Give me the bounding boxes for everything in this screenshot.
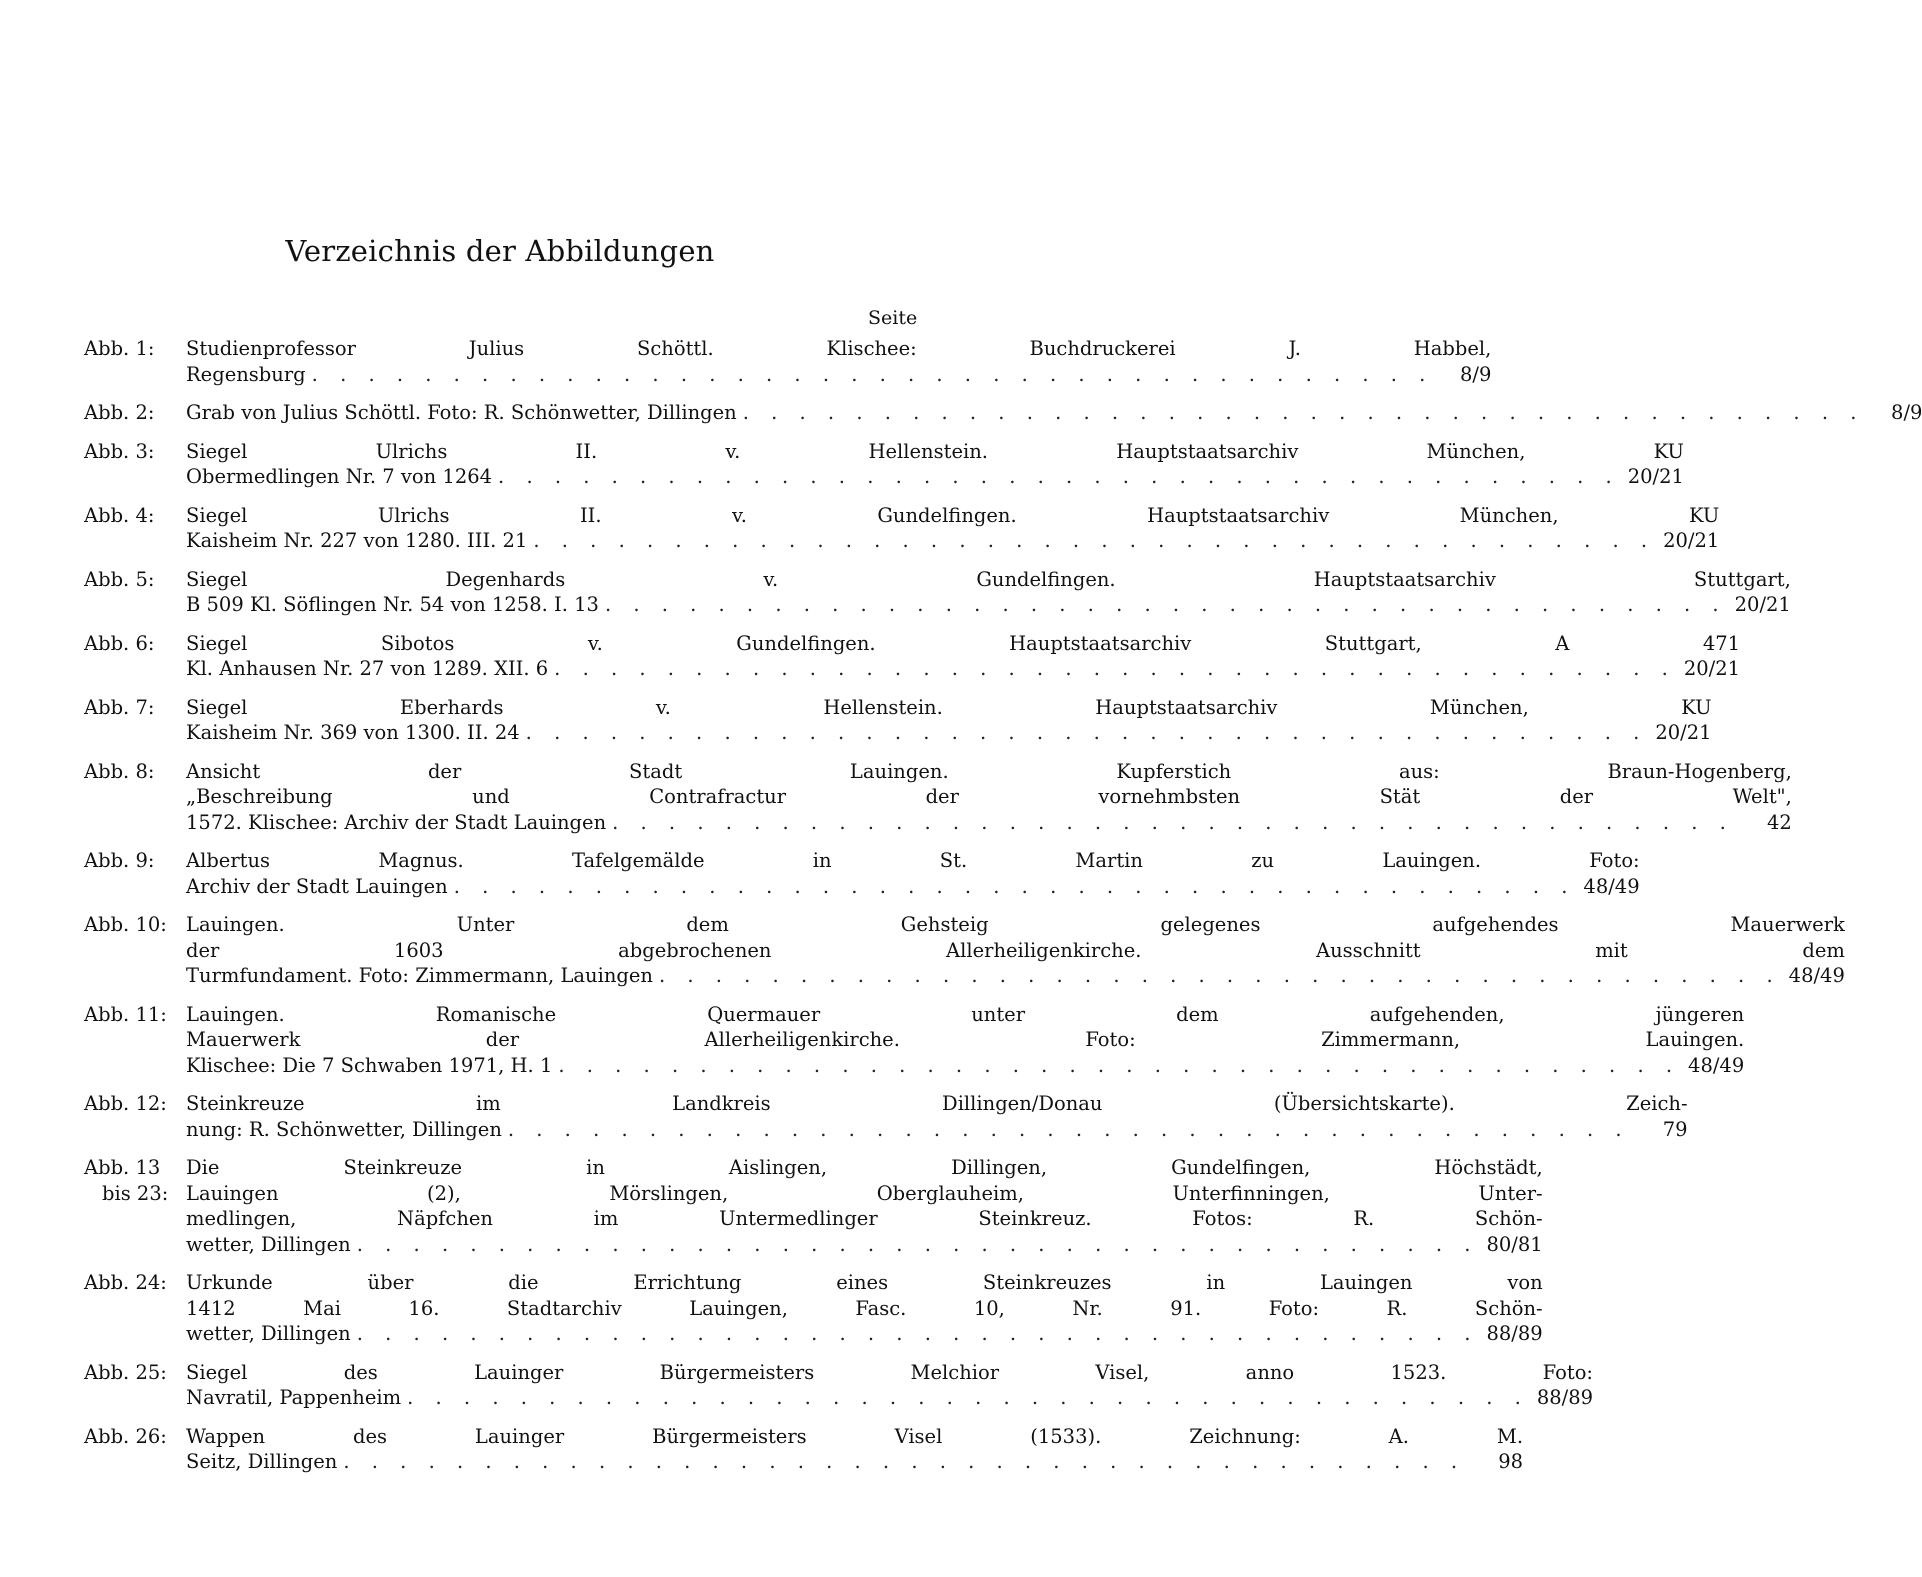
description-last-line [186,810,1792,836]
dot-leader: . . . . . . . . . . . . . . . . . . . . . . . . . . . . . . . . . . . . . . . . [311,362,1434,386]
description-line: Siegel Degenhards v. Gundelfingen. Hauptstaatsarchiv Stuttgart, [186,567,1791,591]
figure-label [84,1424,186,1475]
description-line: Lauingen. Unter dem Gehsteig gelegenes aufgehendes Mauerwerk [186,913,1845,936]
figure-description [186,400,1922,426]
figure-number: Abb. 25: [84,1360,167,1384]
description-line: Ansicht der Stadt Lauingen. Kupferstich aus: Braun-Hogenberg, [186,759,1792,783]
description-line: Grab von Julius Schöttl. Foto: R. Schönwetter, Dillingen [186,401,737,424]
list-entry [84,695,1712,746]
list-entry [84,1424,1524,1475]
page-number: 20/21 [1655,721,1712,744]
figure-label [84,567,186,618]
dot-leader: . . . . . . . . . . . . . . . . . . . . . . . . . . . . . . . . . . . . . . . . [742,401,1865,424]
figure-label [84,759,186,836]
page-number: 42 [1767,810,1792,834]
description-line: Navratil, Pappenheim [186,1386,402,1409]
figure-number: Abb. 5: [84,567,155,591]
figure-label [84,848,186,899]
page-number: 48/49 [1788,964,1845,987]
description-line: Kaisheim Nr. 369 von 1300. II. 24 [186,721,520,744]
description-line: Turmfundament. Foto: Zimmermann, Lauingen [186,964,653,987]
description-last-line [186,1321,1543,1347]
description-last-line [186,1449,1523,1475]
figure-description [186,1270,1543,1347]
figure-label [84,503,186,554]
page-number: 88/89 [1536,1386,1594,1409]
list-entry [84,336,1492,387]
description-line: Siegel Ulrichs II. v. Gundelfingen. Hauptstaatsarchiv München, KU [186,503,1720,527]
figure-label [84,912,186,989]
figure-label [84,695,186,746]
dot-leader: . . . . . . . . . . . . . . . . . . . . . . . . . . . . . . . . . . . . . . . . [554,657,1676,680]
description-last-line [186,592,1791,618]
list-entry [84,503,1720,554]
dot-leader: . . . . . . . . . . . . . . . . . . . . . . . . . . . . . . . . . . . . . . . . [356,1322,1479,1345]
figure-number: Abb. 8: [84,759,155,783]
figure-number: Abb. 11: [84,1002,167,1026]
figure-list [84,336,1922,1488]
description-line: Seitz, Dillingen [186,1450,338,1473]
dot-leader: . . . . . . . . . . . . . . . . . . . . . . . . . . . . . . . . . . . . . . . . [604,593,1727,616]
page-number: 48/49 [1583,874,1640,898]
description-line: wetter, Dillingen [186,1232,351,1256]
figure-number: Abb. 9: [84,849,155,872]
dot-leader: . . . . . . . . . . . . . . . . . . . . . . . . . . . . . . . . . . . . . . . . [507,1117,1630,1141]
figure-label [84,336,186,387]
page-number: 8/9 [1891,401,1922,424]
description-line: Mauerwerk der Allerheiligenkirche. Foto: Zimmermann, Lauingen. [186,1028,1745,1051]
dot-leader: . . . . . . . . . . . . . . . . . . . . . . . . . . . . . . . . . . . . . . . . [453,874,1576,898]
figure-description [186,1155,1543,1257]
list-entry [84,848,1640,899]
page-number: 20/21 [1683,657,1741,680]
description-line: Albertus Magnus. Tafelgemälde in St. Martin zu Lauingen. Foto: [186,849,1640,872]
description-line: Kaisheim Nr. 227 von 1280. III. 21 [186,529,528,552]
description-last-line [186,464,1684,490]
description-line: Siegel des Lauinger Bürgermeisters Melchior Visel, anno 1523. Foto: [186,1360,1594,1384]
figure-label [84,439,186,490]
figure-number: Abb. 2: [84,401,155,424]
description-last-line [186,528,1719,554]
description-line: nung: R. Schönwetter, Dillingen [186,1117,502,1141]
figure-number: Abb. 13 [84,1156,161,1179]
description-line: medlingen, Näpfchen im Untermedlinger Steinkreuz. Fotos: R. Schön- [186,1207,1543,1230]
figure-label [84,400,186,426]
dot-leader: . . . . . . . . . . . . . . . . . . . . . . . . . . . . . . . . . . . . . . . . [612,810,1734,834]
figure-description [186,759,1792,836]
figure-number: Abb. 24: [84,1271,167,1294]
page-number: 88/89 [1486,1322,1543,1345]
description-line: Lauingen. Romanische Quermauer unter dem aufgehenden, jüngeren [186,1002,1745,1026]
description-line: B 509 Kl. Söflingen Nr. 54 von 1258. I. 13 [186,593,599,616]
description-line: Klischee: Die 7 Schwaben 1971, H. 1 [186,1053,553,1077]
page-title: Verzeichnis der Abbildungen [285,234,715,268]
figure-number-range: bis 23: [102,1181,169,1205]
list-entry [84,400,1922,426]
description-line: Studienprofessor Julius Schöttl. Klischee: Buchdruckerei J. Habbel, [186,337,1492,360]
dot-leader: . . . . . . . . . . . . . . . . . . . . . . . . . . . . . . . . . . . . . . . . [533,529,1656,552]
dot-leader: . . . . . . . . . . . . . . . . . . . . . . . . . . . . . . . . . . . . . . . . [407,1386,1529,1409]
description-last-line [186,1053,1744,1079]
description-line: Siegel Eberhards v. Hellenstein. Hauptstaatsarchiv München, KU [186,695,1712,719]
figure-description [186,631,1740,682]
description-last-line [186,720,1712,746]
figure-description [186,1091,1688,1142]
description-last-line [186,963,1845,989]
page-number: 8/9 [1459,362,1492,386]
list-entry [84,631,1741,682]
figure-number: Abb. 4: [84,503,155,527]
figure-description [186,439,1684,490]
description-last-line [186,656,1740,682]
figure-description [186,912,1845,989]
description-last-line [186,400,1922,426]
description-line: 1412 Mai 16. Stadtarchiv Lauingen, Fasc. 10, Nr. 91. Foto: R. Schön- [186,1296,1543,1320]
figure-description [186,503,1719,554]
page-number: 20/21 [1734,593,1791,616]
description-line: der 1603 abgebrochenen Allerheiligenkirche. Ausschnitt mit dem [186,938,1845,962]
figure-description [186,1424,1523,1475]
description-last-line [186,1232,1543,1258]
dot-leader: . . . . . . . . . . . . . . . . . . . . . . . . . . . . . . . . . . . . . . . . [356,1232,1479,1256]
page-number: 20/21 [1663,529,1720,552]
list-entry [84,1155,1543,1257]
dot-leader: . . . . . . . . . . . . . . . . . . . . . . . . . . . . . . . . . . . . . . . . [498,465,1620,488]
list-entry [84,912,1845,989]
list-entry [84,1360,1594,1411]
figure-description [186,695,1712,746]
page-number: 20/21 [1627,465,1684,488]
dot-leader: . . . . . . . . . . . . . . . . . . . . . . . . . . . . . . . . . . . . . . . . [343,1450,1466,1473]
description-last-line [186,874,1640,900]
figure-number: Abb. 26: [84,1424,167,1448]
figure-description [186,1360,1593,1411]
page-number: 79 [1662,1117,1688,1141]
figure-description [186,336,1491,387]
list-entry [84,567,1791,618]
description-last-line [186,1117,1688,1143]
figure-number: Abb. 3: [84,439,155,463]
list-entry [84,439,1684,490]
description-line: Obermedlingen Nr. 7 von 1264 [186,465,493,488]
figure-label [84,1091,186,1142]
page-column-header: Seite [868,307,918,329]
dot-leader: . . . . . . . . . . . . . . . . . . . . . . . . . . . . . . . . . . . . . . . . [525,721,1648,744]
page-number: 98 [1498,1450,1524,1473]
page-number: 48/49 [1688,1053,1745,1077]
description-line: 1572. Klischee: Archiv der Stadt Lauingen [186,810,607,834]
description-line: Siegel Ulrichs II. v. Hellenstein. Hauptstaatsarchiv München, KU [186,439,1684,463]
description-last-line [186,362,1491,388]
figure-description [186,567,1791,618]
figure-label [84,1002,186,1079]
list-entry [84,1002,1745,1079]
figure-description [186,1002,1744,1079]
figure-number: Abb. 6: [84,631,155,655]
figure-number: Abb. 7: [84,695,155,719]
list-entry [84,1091,1688,1142]
description-line: „Beschreibung und Contrafractur der vornehmbsten Stät der Welt", [186,785,1792,808]
description-line: Wappen des Lauinger Bürgermeisters Visel (1533). Zeichnung: A. M. [186,1424,1524,1448]
figure-label [84,1360,186,1411]
list-entry [84,1270,1543,1347]
figure-number: Abb. 10: [84,913,167,936]
description-line: Regensburg [186,362,306,386]
description-last-line [186,1385,1593,1411]
dot-leader: . . . . . . . . . . . . . . . . . . . . . . . . . . . . . . . . . . . . . . . . [558,1053,1681,1077]
description-line: Urkunde über die Errichtung eines Steinkreuzes in Lauingen von [186,1271,1543,1294]
page-number: 80/81 [1486,1232,1543,1256]
figure-label [84,631,186,682]
description-line: wetter, Dillingen [186,1322,351,1345]
figure-number: Abb. 12: [84,1092,167,1115]
figure-label [84,1155,186,1257]
description-line: Lauingen (2), Mörslingen, Oberglauheim, Unterfinningen, Unter- [186,1181,1543,1205]
description-line: Die Steinkreuze in Aislingen, Dillingen, Gundelfingen, Höchstädt, [186,1156,1543,1179]
list-entry [84,759,1792,836]
figure-number: Abb. 1: [84,337,155,360]
figure-description [186,848,1640,899]
description-line: Steinkreuze im Landkreis Dillingen/Donau (Übersichtskarte). Zeich- [186,1092,1688,1115]
description-line: Archiv der Stadt Lauingen [186,874,448,898]
dot-leader: . . . . . . . . . . . . . . . . . . . . . . . . . . . . . . . . . . . . . . . . [658,964,1781,987]
description-line: Kl. Anhausen Nr. 27 von 1289. XII. 6 [186,657,549,680]
figure-label [84,1270,186,1347]
description-line: Siegel Sibotos v. Gundelfingen. Hauptstaatsarchiv Stuttgart, A 471 [186,631,1741,655]
